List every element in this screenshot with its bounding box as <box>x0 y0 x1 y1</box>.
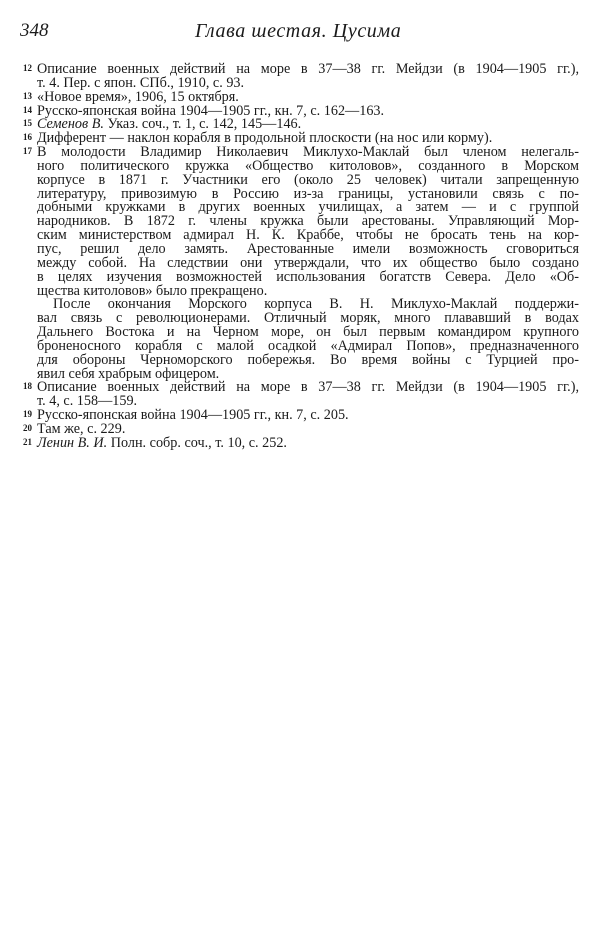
endnote-text: для обороны Черноморского побережья. Во время войны с Турцией про- <box>37 351 579 368</box>
endnote-number: 14 <box>23 104 32 115</box>
endnote-number: 16 <box>23 132 32 143</box>
endnote-text: литературу, привозимую в Россию из-за границы, установили связь с по- <box>37 185 579 202</box>
endnote-text: После окончания Морского корпуса В. Н. Миклухо-Маклай поддержи- <box>53 296 579 313</box>
endnote-text: пус, решил дело замять. Арестованные имели возможность сговориться <box>37 240 579 257</box>
endnote-text: Русско-японская война 1904—1905 гг., кн. 7, с. 162—163. <box>37 102 385 119</box>
endnote-number: 20 <box>23 422 32 433</box>
endnote-text: ским министерством адмирал Н. К. Краббе, чтобы не бросать тень на кор- <box>37 227 579 244</box>
endnote-text: Описание военных действий на море в 37—38 гг. Мейдзи (в 1904—1905 гг.), <box>37 61 579 77</box>
endnote-number: 17 <box>23 146 32 157</box>
endnote-text: Дифферент — наклон корабля в продольной плоскости (на нос или корму). <box>37 130 493 147</box>
endnote-text: т. 4. Пер. с япон. СПб., 1910, с. 93. <box>37 74 245 91</box>
endnote-text: ного политического кружка «Общество китоловов», созданного в Морском <box>37 157 579 174</box>
endnote-line <box>37 434 579 451</box>
page-number: 348 <box>20 20 49 41</box>
endnote-number: 15 <box>23 118 32 129</box>
endnote-21 <box>23 434 579 451</box>
chapter-title: Глава шестая. Цусима <box>195 20 402 42</box>
endnote-text: броненосного корабля с малой осадкой «Адмирал Попов», предназначенного <box>37 337 579 354</box>
endnote-text: Там же, с. 229. <box>37 420 126 437</box>
endnote-number: 12 <box>23 63 32 73</box>
endnote-number: 19 <box>23 409 32 420</box>
endnote-number: 21 <box>23 436 32 447</box>
endnote-17 <box>23 146 579 381</box>
endnote-number: 13 <box>23 90 32 101</box>
endnote-text: корпусе в 1871 г. Участники его (около 25 человек) читали запрещенную <box>37 171 579 188</box>
endnote-number: 18 <box>23 381 32 392</box>
endnote-text: народников. В 1872 г. члены кружка были арестованы. Управляющий Мор- <box>37 213 579 230</box>
endnote-text: между собой. На следствии они утверждали, что их общество было создано <box>37 254 579 271</box>
endnote-12 <box>23 63 579 91</box>
endnote-text: вал связь с революционерами. Отличный моряк, много плававший в водах <box>37 310 579 327</box>
endnote-text: явил себя храбрым офицером. <box>37 365 220 382</box>
endnotes-list <box>23 63 579 451</box>
author-name: Ленин В. И. <box>37 434 108 451</box>
endnote-18 <box>23 381 579 409</box>
endnote-text: в целях изучения возможностей использования богатств Севера. Дело «Об- <box>37 268 579 285</box>
author-name: Семенов В. <box>37 116 104 133</box>
endnote-text: добными кружками в других военных училищах, а затем — и с группой <box>37 199 579 216</box>
endnote-text: Полн. собр. соч., т. 10, с. 252. <box>107 434 287 451</box>
endnote-text: щества китоловов» было прекращено. <box>37 282 268 299</box>
endnote-text: В молодости Владимир Николаевич Миклухо-Маклай был членом нелегаль- <box>37 144 579 161</box>
endnote-text: Дальнего Востока и на Черном море, он был первым командиром крупного <box>37 324 579 341</box>
endnote-text: Русско-японская война 1904—1905 гг., кн. 7, с. 205. <box>37 407 349 424</box>
endnote-text: Указ. соч., т. 1, с. 142, 145—146. <box>103 116 302 133</box>
endnote-text: «Новое время», 1906, 15 октября. <box>37 88 239 105</box>
endnote-text: т. 4, с. 158—159. <box>37 393 138 410</box>
running-header <box>20 20 580 44</box>
endnote-text: Описание военных действий на море в 37—38 гг. Мейдзи (в 1904—1905 гг.), <box>37 379 579 396</box>
